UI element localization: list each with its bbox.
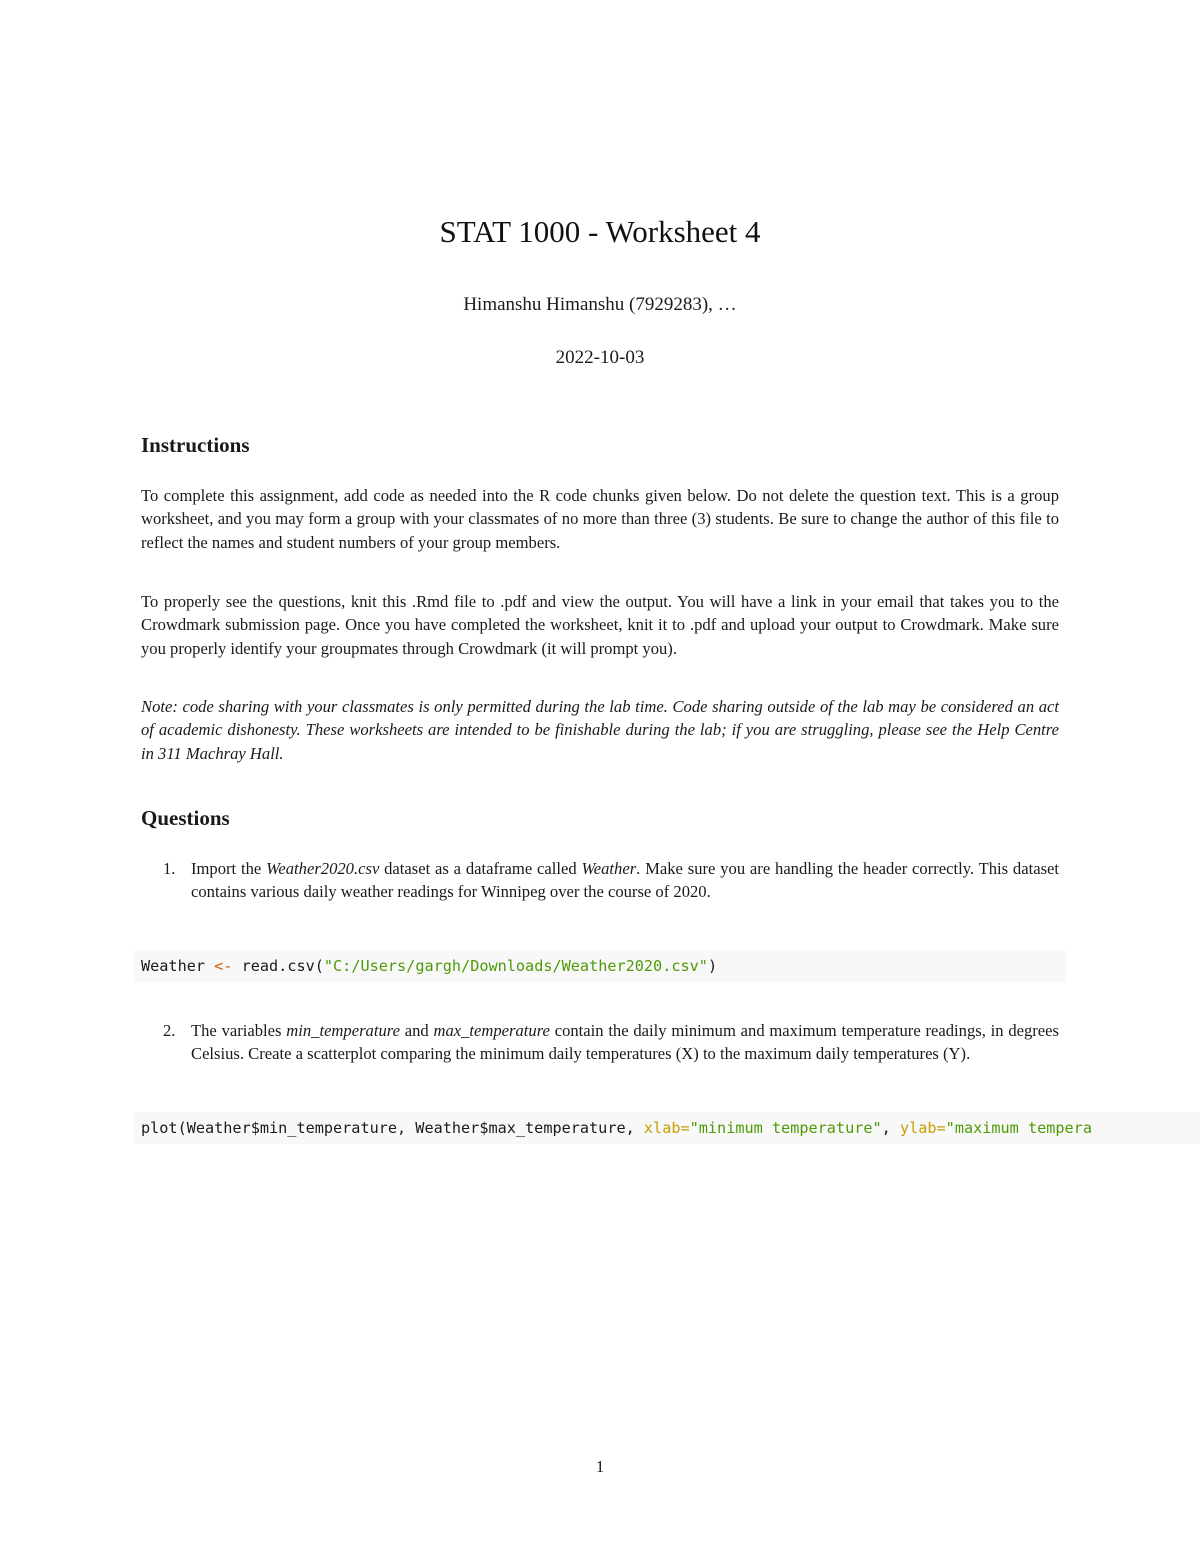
question-item	[141, 857, 1059, 904]
question-text: Import the Weather2020.csv dataset as a dataframe called Weather. Make sure you are handling the header correctly. This dataset contains various daily weather readings for Winnipeg over the course of 2020.	[191, 859, 1060, 902]
question-text: The variables min_temperature and max_temperature contain the daily minimum and maximum temperature readings, in degrees Celsius. Create a scatterplot comparing the minimum daily temperatures (X) to the maximum daily temperatures (Y).	[191, 1021, 1059, 1064]
questions-heading: Questions	[141, 806, 230, 830]
instructions-heading: Instructions	[141, 433, 250, 457]
code-chunk-2: plot(Weather$min_temperature, Weather$max_temperature, xlab="minimum temperature", ylab="maximum tempera	[134, 1112, 1200, 1144]
page-number: 1	[595, 1457, 605, 1476]
question-number: 1.	[163, 859, 176, 878]
document-title: STAT 1000 - Worksheet 4	[439, 214, 761, 249]
question-item	[141, 1019, 1059, 1066]
document-date: 2022-10-03	[555, 347, 645, 368]
code-chunk-1: Weather <- read.csv("C:/Users/gargh/Downloads/Weather2020.csv")	[134, 950, 1066, 982]
question-number: 2.	[163, 1021, 176, 1040]
instructions-paragraph-2: To properly see the questions, knit this .Rmd file to .pdf and view the output. You will have a link in your email that takes you to the Crowdmark submission page. Once you have completed the worksheet, knit it to .pdf and upload your output to Crowdmark. Make sure you properly identify your groupmates through Crowdmark (it will prompt you).	[141, 592, 1059, 658]
instructions-note: Note: code sharing with your classmates is only permitted during the lab time. Code sharing outside of the lab may be considered an act of academic dishonesty. These worksheets are intended to be finishable during the lab; if you are struggling, please see the Help Centre in 311 Machray Hall.	[141, 697, 1059, 763]
instructions-paragraph-1: To complete this assignment, add code as needed into the R code chunks given below. Do not delete the question text. This is a group worksheet, and you may form a group with your classmates of no more than three (3) students. Be sure to change the author of this file to reflect the names and student numbers of your group members.	[141, 486, 1059, 552]
document-author: Himanshu Himanshu (7929283), …	[463, 294, 737, 315]
